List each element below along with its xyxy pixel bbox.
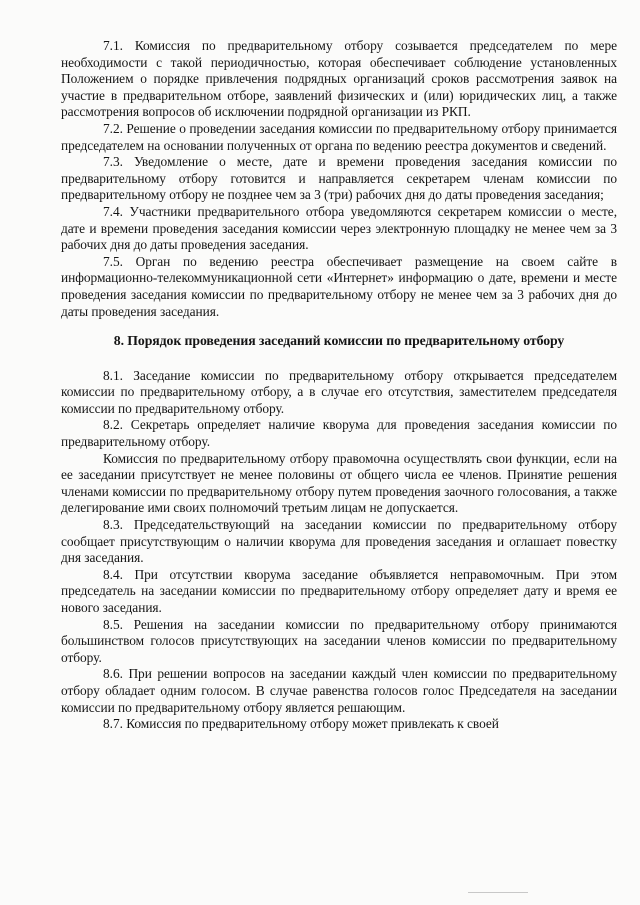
paragraph-number: 8.1. <box>103 367 134 383</box>
paragraph-8-1 <box>61 368 617 418</box>
paragraph-number: 8.7. <box>103 716 127 732</box>
paragraph-7-3 <box>61 154 617 204</box>
paragraph-number: 7.4. <box>103 203 123 219</box>
paragraph-number: 8.4. <box>103 566 135 582</box>
paragraph-8-6 <box>61 666 617 716</box>
paragraph-7-4 <box>61 204 617 254</box>
paragraph-7-1 <box>61 38 617 121</box>
paragraph-number: 8.5. <box>103 616 134 632</box>
paragraph-text: Орган по ведению реестра обеспечивает размещение на своем сайте в информационно-телекоммуникационной сети «Интернет» информацию о дате, времени и месте проведения заседания комиссии по предварительному отбору не менее чем за 3 рабочих дня до даты проведения заседания. <box>61 253 617 319</box>
paragraph-text: Комиссия по предварительному отбору правомочна осуществлять свои функции, если на ее заседании присутствует не менее половины от общего числа ее членов. Принятие решения членами комиссии по предварительному отбору путем проведения заочного голосования, а также делегирование ими своих полномочий третьим лицам не допускается. <box>61 450 617 516</box>
paragraph-8-2 <box>61 417 617 450</box>
paragraph-number: 7.2. <box>103 120 123 136</box>
paragraph-8-7 <box>61 716 617 733</box>
paragraph-text: Заседание комиссии по предварительному отбору открывается председателем комиссии по предварительному отбору, а в случае его отсутствия, заместителем председателя комиссии по предварительному отбору. <box>61 367 617 416</box>
paragraph-7-2 <box>61 121 617 154</box>
paragraph-text: Комиссия по предварительному отбору созывается председателем по мере необходимости с такой периодичностью, которая обеспечивает соблюдение установленных Положением о порядке привлечения подрядных организаций сроков рассмотрения заявок на участие в предварительном отборе, заявлений физических и (или) юридических лиц, а также рассмотрения вопросов об исключении подрядной организации из РКП. <box>61 38 617 120</box>
paragraph-number: 8.6. <box>103 666 129 682</box>
paragraph-8-3 <box>61 517 617 567</box>
paragraph-8-4 <box>61 567 617 617</box>
document-body <box>61 38 617 733</box>
paragraph-text: Участники предварительного отбора уведомляются секретарем комиссии о месте, дате и времени проведения заседания комиссии через электронную площадку не менее чем за 3 рабочих дня до даты проведения заседания. <box>61 203 617 253</box>
paragraph-8-5 <box>61 617 617 667</box>
paragraph-text: Решения на заседании комиссии по предварительному отбору принимаются большинством голосов присутствующих на заседании членов комиссии по предварительному отбору. <box>61 616 617 665</box>
paragraph-number: 8.3. <box>103 517 134 533</box>
paragraph-text: Решение о проведении заседания комиссии по предварительному отбору принимается председателем на основании полученных от органа по ведению реестра документов и сведений. <box>61 120 617 153</box>
paragraph-text: При отсутствии кворума заседание объявляется неправомочным. При этом председатель на заседании комиссии по предварительному отбору определяет дату и время ее нового заседания. <box>61 566 618 615</box>
paragraph-number: 7.3. <box>103 154 123 170</box>
paragraph-7-5 <box>61 254 617 320</box>
paragraph-number: 7.1. <box>103 38 123 53</box>
paragraph-quorum <box>61 451 617 517</box>
section-heading: 8. Порядок проведения заседаний комиссии по предварительному отбору <box>113 333 565 349</box>
paragraph-number: 7.5. <box>103 253 123 269</box>
paragraph-text: Комиссия по предварительному отбору может привлекать к своей <box>126 716 499 732</box>
paragraph-text: Председательствующий на заседании комиссии по предварительному отбору сообщает присутствующим о наличии кворума для проведения заседания и оглашает повестку дня заседания. <box>61 517 617 566</box>
paragraph-text: При решении вопросов на заседании каждый член комиссии по предварительному отбору обладает одним голосом. В случае равенства голосов голос Председателя на заседании комиссии по предварительному отбору является решающим. <box>61 666 617 715</box>
paragraph-text: Секретарь определяет наличие кворума для проведения заседания комиссии по предварительному отбору. <box>61 417 617 450</box>
scan-artifact-line <box>468 892 528 893</box>
paragraph-text: Уведомление о месте, дате и времени проведения заседания комиссии по предварительному отбору готовится и направляется секретарем членам комиссии по предварительному отбору не позднее чем за 3 (три) рабочих дня до даты проведения заседания; <box>61 154 617 203</box>
paragraph-number: 8.2. <box>103 417 131 433</box>
